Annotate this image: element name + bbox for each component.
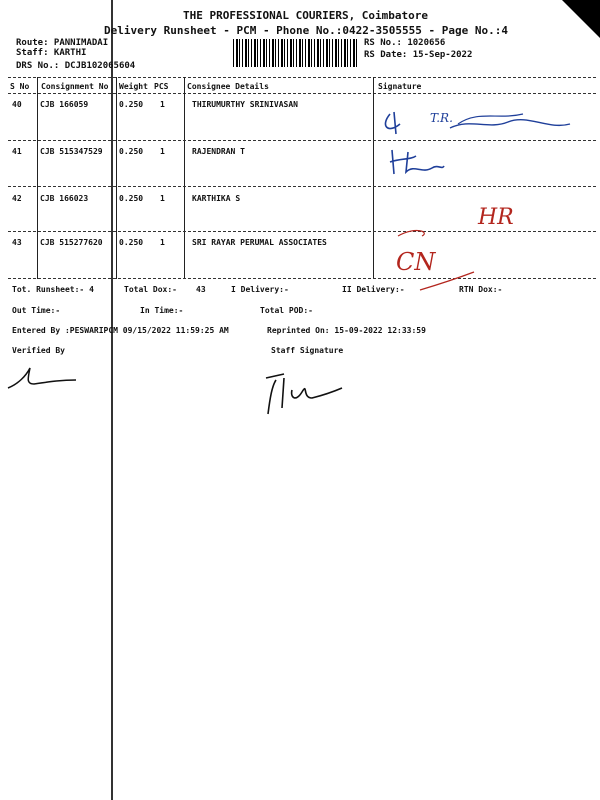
signature-row-42	[474, 198, 534, 232]
scan-corner-shadow	[562, 0, 600, 38]
total-pod: Total POD:-	[260, 306, 313, 315]
col-header-pcs: PCS	[154, 82, 169, 91]
row-weight: 0.250	[119, 194, 144, 203]
row-sno: 40	[12, 100, 22, 109]
tot-runsheet: Tot. Runsheet:- 4	[12, 285, 94, 294]
runsheet-subtitle: Delivery Runsheet - PCM - Phone No.:0422-3505555 - Page No.:4	[104, 24, 508, 37]
staff-signature-label: Staff Signature	[271, 346, 344, 355]
i-delivery: I Delivery:-	[231, 285, 289, 294]
staff-label: Staff: KARTHI	[16, 48, 87, 58]
col-header-consignment: Consignment No	[41, 82, 109, 91]
row-pcs: 1	[160, 194, 165, 203]
row-consignment: CJB 515347529	[40, 147, 103, 156]
row-consignee: RAJENDRAN T	[192, 147, 245, 156]
signature-row-40	[378, 104, 578, 144]
total-dox-label: Total Dox:-	[124, 285, 177, 294]
row-consignee: KARTHIKA S	[192, 194, 241, 203]
verified-by-label: Verified By	[12, 346, 65, 355]
table-bottom-rule	[8, 278, 596, 279]
row-consignment: CJB 166059	[40, 100, 89, 109]
verified-by-signature	[4, 360, 84, 394]
reprinted-on: Reprinted On: 15-09-2022 12:33:59	[267, 326, 426, 335]
drs-number: DRS No.: DCJB102065604	[16, 61, 136, 71]
in-time: In Time:-	[140, 306, 184, 315]
row-sno: 41	[12, 147, 22, 156]
signature-row-43-text: CN	[396, 248, 436, 276]
col-sep	[373, 77, 374, 279]
col-header-signature: Signature	[378, 82, 422, 91]
barcode	[233, 39, 357, 67]
route-label: Route: PANNIMADAI	[16, 38, 109, 48]
row-weight: 0.250	[119, 147, 144, 156]
row-pcs: 1	[160, 238, 165, 247]
col-header-sno: S No	[10, 82, 30, 91]
col-sep	[37, 77, 38, 279]
left-margin-rule	[111, 0, 113, 800]
company-title: THE PROFESSIONAL COURIERS, Coimbatore	[183, 9, 429, 22]
row-pcs: 1	[160, 147, 165, 156]
row-consignment: CJB 515277620	[40, 238, 103, 247]
signature-row-40-text: T.R.	[430, 111, 453, 125]
col-sep	[184, 77, 185, 279]
row-consignment: CJB 166023	[40, 194, 89, 203]
row-weight: 0.250	[119, 100, 144, 109]
signature-row-42-text: HR	[478, 205, 514, 230]
row-sno: 42	[12, 194, 22, 203]
entered-by: Entered By :PESWARIPCM 09/15/2022 11:59:25 AM	[12, 326, 229, 335]
row-divider	[8, 186, 596, 187]
row-sno: 43	[12, 238, 22, 247]
row-weight: 0.250	[119, 238, 144, 247]
table-header-rule	[8, 93, 596, 94]
row-pcs: 1	[160, 100, 165, 109]
ii-delivery: II Delivery:-	[342, 285, 405, 294]
row-consignee: SRI RAYAR PERUMAL ASSOCIATES	[192, 238, 327, 247]
row-consignee: THIRUMURTHY SRINIVASAN	[192, 100, 298, 109]
table-top-rule	[8, 77, 596, 78]
rs-number: RS No.: 1020656	[364, 38, 446, 48]
staff-signature-mark	[262, 368, 352, 422]
col-sep	[116, 77, 117, 279]
col-header-weight: Weight	[119, 82, 148, 91]
total-dox-value: 43	[196, 285, 206, 294]
col-header-consignee: Consignee Details	[187, 82, 269, 91]
signature-row-41	[388, 146, 448, 180]
rs-date: RS Date: 15-Sep-2022	[364, 50, 473, 60]
rtn-dox: RTN Dox:-	[459, 285, 503, 294]
out-time: Out Time:-	[12, 306, 61, 315]
